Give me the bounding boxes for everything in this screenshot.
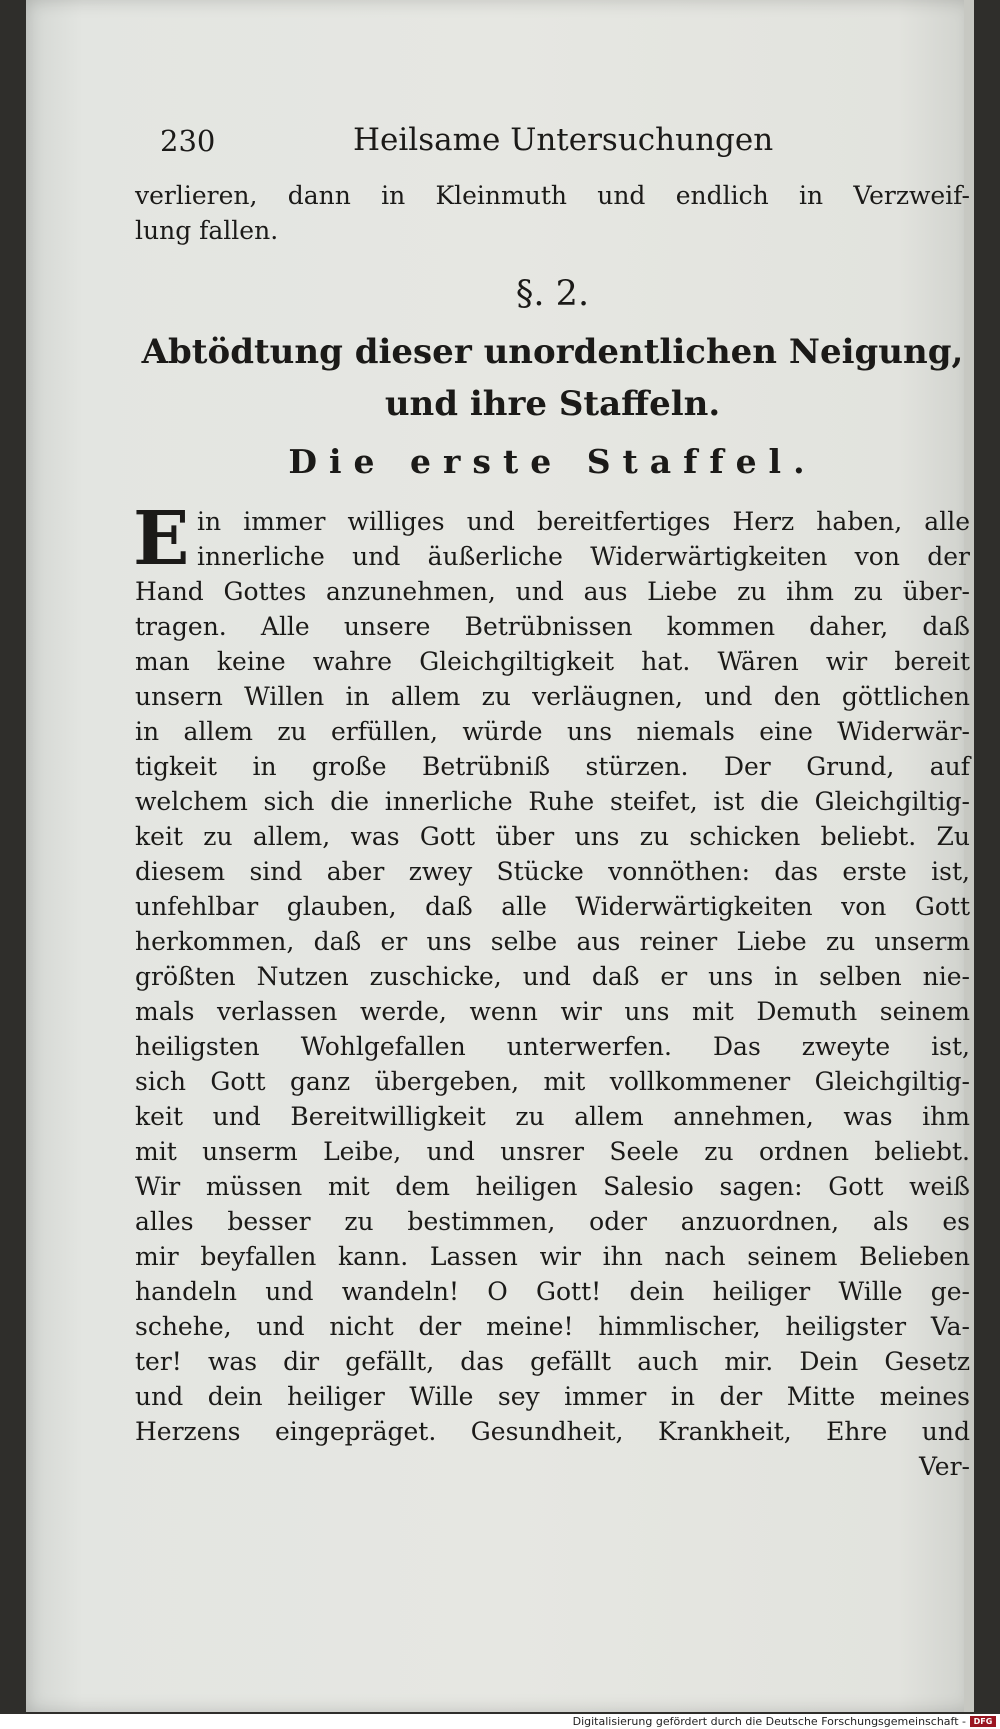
drop-cap: E [133, 496, 190, 582]
body-line: sich Gott ganz übergeben, mit vollkommener Gleichgiltig- [135, 1067, 970, 1096]
body-line: unfehlbar glauben, daß alle Widerwärtigkeiten von Gott [135, 892, 970, 921]
body-line: mir beyfallen kann. Lassen wir ihn nach seinem Belieben [135, 1242, 970, 1271]
body-line: schehe, und nicht der meine! himmlischer, heiligster Va- [135, 1312, 970, 1341]
body-line: in allem zu erfüllen, würde uns niemals eine Widerwär- [135, 717, 970, 746]
footer-credit: Digitalisierung gefördert durch die Deutsche Forschungsgemeinschaft - [572, 1715, 966, 1728]
section-title-line: und ihre Staffeln. [384, 384, 721, 424]
body-line: Herzens eingepräget. Gesundheit, Krankheit, Ehre und [135, 1417, 970, 1446]
page-number: 230 [160, 124, 216, 158]
section-title [135, 326, 970, 430]
body-line: mit unserm Leibe, und unsrer Seele zu ordnen beliebt. [135, 1137, 970, 1166]
body-line: keit und Bereitwilligkeit zu allem annehmen, was ihm [135, 1102, 970, 1131]
body-line: heiligsten Wohlgefallen unterwerfen. Das zweyte ist, [135, 1032, 970, 1061]
body-line: keit zu allem, was Gott über uns zu schicken beliebt. Zu [135, 822, 970, 851]
dfg-logo: DFG [970, 1716, 996, 1727]
running-head: Heilsame Untersuchungen [353, 122, 774, 158]
page-header [135, 110, 970, 160]
body-line: innerliche und äußerliche Widerwärtigkeiten von der [197, 542, 970, 571]
body-line: handeln und wandeln! O Gott! dein heiliger Wille ge- [135, 1277, 970, 1306]
section-title-line: Abtödtung dieser unordentlichen Neigung, [141, 332, 964, 372]
continuation-line: lung fallen. [135, 216, 279, 245]
body-line: Wir müssen mit dem heiligen Salesio sagen: Gott weiß [135, 1172, 970, 1201]
body-line: und dein heiliger Wille sey immer in der Mitte meines [135, 1382, 970, 1411]
body-line: mals verlassen werde, wenn wir uns mit Demuth seinem [135, 997, 970, 1026]
body-line: man keine wahre Gleichgiltigkeit hat. Wären wir bereit [135, 647, 970, 676]
catchword: Ver- [919, 1452, 970, 1481]
body-line: tragen. Alle unsere Betrübnissen kommen daher, daß [135, 612, 970, 641]
body-line: Hand Gottes anzunehmen, und aus Liebe zu ihm zu über- [135, 577, 970, 606]
body-line: unsern Willen in allem zu verläugnen, und den göttlichen [135, 682, 970, 711]
body-line: in immer williges und bereitfertiges Herz haben, alle [197, 507, 970, 536]
body-line: diesem sind aber zwey Stücke vonnöthen: das erste ist, [135, 857, 970, 886]
body-paragraph [133, 496, 970, 1484]
continuation-line: verlieren, dann in Kleinmuth und endlich in Verzweif- [135, 181, 970, 210]
body-line: herkommen, daß er uns selbe aus reiner Liebe zu unserm [135, 927, 970, 956]
body-line: größten Nutzen zuschicke, und daß er uns in selben nie- [135, 962, 970, 991]
body-line: ter! was dir gefällt, das gefällt auch mir. Dein Gesetz [135, 1347, 970, 1376]
digitization-footer [0, 1714, 1000, 1729]
body-line: tigkeit in große Betrübniß stürzen. Der Grund, auf [135, 752, 970, 781]
sub-heading: Die erste Staffel. [288, 442, 817, 481]
body-line: alles besser zu bestimmen, oder anzuordnen, als es [135, 1207, 970, 1236]
body-line: welchem sich die innerliche Ruhe steifet, ist die Gleichgiltig- [135, 787, 970, 816]
section-mark: §. 2. [515, 274, 590, 314]
continuation-text [135, 178, 970, 248]
page-content [135, 110, 970, 1484]
